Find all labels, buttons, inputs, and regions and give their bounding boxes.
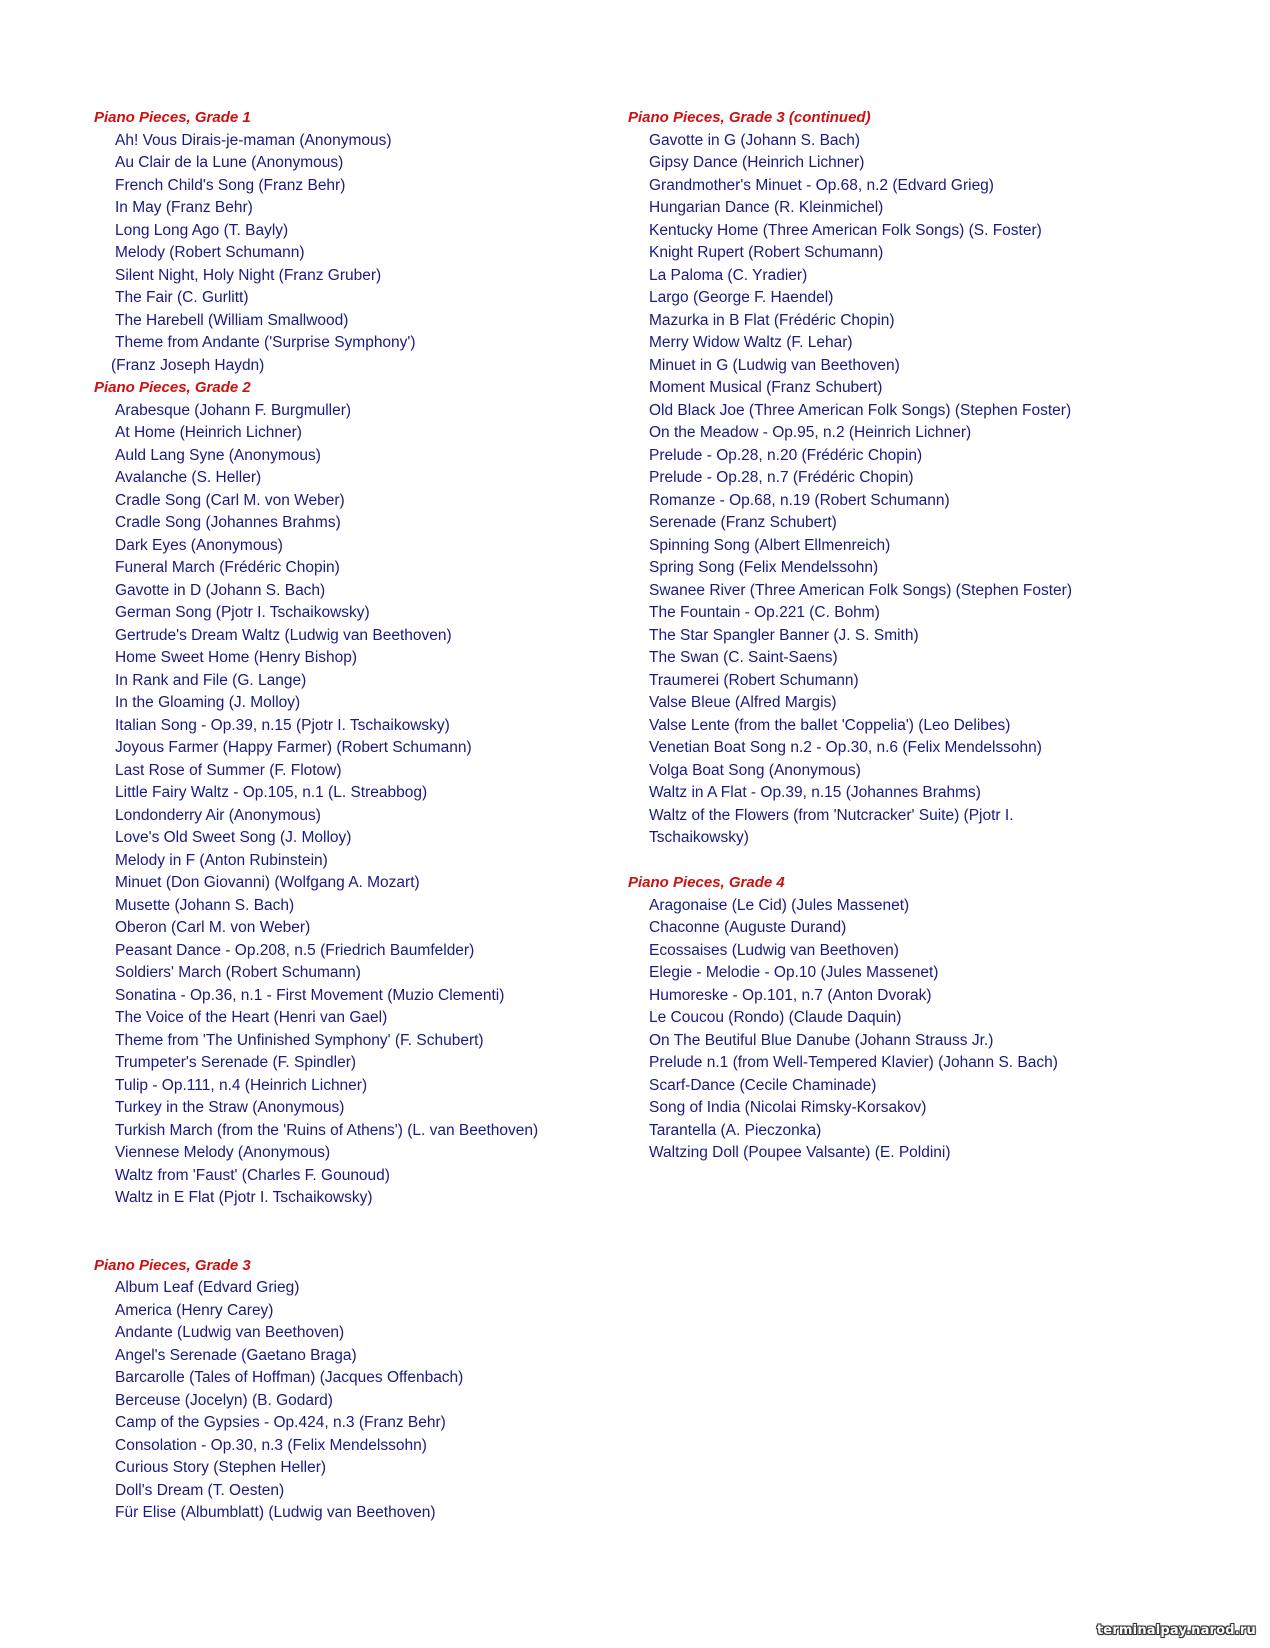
list-item: The Fountain - Op.221 (C. Bohm) — [649, 604, 880, 621]
grade-3-section — [94, 1255, 614, 1525]
list-item: Waltz from 'Faust' (Charles F. Gounoud) — [115, 1166, 390, 1184]
list-item: Turkish March (from the 'Ruins of Athens') (L. van Beethoven) — [115, 1121, 539, 1139]
list-item: Song of India (Nicolai Rimsky-Korsakov) — [649, 1099, 927, 1116]
list-item: Prelude n.1 (from Well-Tempered Klavier) (Johann S. Bach) — [649, 1054, 1058, 1071]
list-item: Musette (Johann S. Bach) — [115, 896, 295, 914]
list-item: German Song (Pjotr I. Tschaikowsky) — [115, 604, 370, 621]
list-item: Waltz in A Flat - Op.39, n.15 (Johannes Brahms) — [649, 784, 981, 801]
list-item: French Child's Song (Franz Behr) — [115, 176, 346, 194]
list-item: Serenade (Franz Schubert) — [649, 514, 837, 531]
list-item: Avalanche (S. Heller) — [115, 469, 262, 486]
list-item: Waltzing Doll (Poupee Valsante) (E. Poldini) — [649, 1144, 951, 1161]
list-item: The Voice of the Heart (Henri van Gael) — [115, 1009, 388, 1026]
list-item: Arabesque (Johann F. Burgmuller) — [115, 401, 352, 419]
list-item: Au Clair de la Lune (Anonymous) — [115, 154, 344, 171]
list-item: Waltz in E Flat (Pjotr I. Tschaikowsky) — [115, 1189, 373, 1206]
list-item: Waltz of the Flowers (from 'Nutcracker' Suite) (Pjotr I. — [649, 806, 1014, 824]
list-item: Funeral March (Frédéric Chopin) — [115, 559, 340, 576]
list-item: Berceuse (Jocelyn) (B. Godard) — [115, 1391, 333, 1409]
list-item: Swanee River (Three American Folk Songs) (Stephen Foster) — [649, 581, 1072, 599]
list-item: Le Coucou (Rondo) (Claude Daquin) — [649, 1009, 902, 1026]
list-item: Aragonaise (Le Cid) (Jules Massenet) — [649, 896, 910, 914]
list-item: The Star Spangler Banner (J. S. Smith) — [649, 626, 919, 644]
list-item: Tulip - Op.111, n.4 (Heinrich Lichner) — [115, 1076, 368, 1094]
list-item: Spinning Song (Albert Ellmenreich) — [649, 536, 891, 554]
list-item: Mazurka in B Flat (Frédéric Chopin) — [649, 311, 895, 329]
section-heading: Piano Pieces, Grade 3 (continued) — [628, 109, 871, 126]
list-item: Angel's Serenade (Gaetano Braga) — [115, 1346, 357, 1364]
list-item: Last Rose of Summer (F. Flotow) — [115, 761, 342, 779]
list-item: Love's Old Sweet Song (J. Molloy) — [115, 829, 352, 846]
list-item: Prelude - Op.28, n.20 (Frédéric Chopin) — [649, 446, 923, 464]
list-item: On The Beutiful Blue Danube (Johann Strauss Jr.) — [649, 1031, 994, 1049]
list-item: Valse Bleue (Alfred Margis) — [649, 694, 837, 711]
list-item: Long Long Ago (T. Bayly) — [115, 221, 289, 239]
section-heading: Piano Pieces, Grade 4 — [628, 874, 785, 891]
list-item: On the Meadow - Op.95, n.2 (Heinrich Lichner) — [649, 424, 972, 441]
list-item: At Home (Heinrich Lichner) — [115, 424, 302, 441]
grade-4-section — [628, 872, 1188, 1165]
list-item: Soldiers' March (Robert Schumann) — [115, 964, 361, 981]
list-item: Minuet in G (Ludwig van Beethoven) — [649, 356, 900, 374]
list-item: Old Black Joe (Three American Folk Songs) (Stephen Foster) — [649, 401, 1072, 419]
list-item: Valse Lente (from the ballet 'Coppelia') (Leo Delibes) — [649, 716, 1011, 734]
list-item: Für Elise (Albumblatt) (Ludwig van Beethoven) — [115, 1504, 436, 1521]
list-item: Gavotte in G (Johann S. Bach) — [649, 131, 861, 149]
section-heading: Piano Pieces, Grade 3 — [94, 1256, 251, 1274]
list-item: America (Henry Carey) — [115, 1301, 274, 1319]
list-item: Londonderry Air (Anonymous) — [115, 806, 321, 824]
list-item: Curious Story (Stephen Heller) — [115, 1459, 327, 1476]
list-item: Largo (George F. Haendel) — [649, 289, 834, 306]
list-item: Gipsy Dance (Heinrich Lichner) — [649, 154, 865, 171]
list-item: Barcarolle (Tales of Hoffman) (Jacques Offenbach) — [115, 1369, 464, 1386]
list-item: Traumerei (Robert Schumann) — [649, 671, 859, 689]
section-spacer — [94, 1210, 614, 1255]
list-item: Humoreske - Op.101, n.7 (Anton Dvorak) — [649, 986, 932, 1004]
list-item: Melody in F (Anton Rubinstein) — [115, 851, 328, 869]
list-item: The Harebell (William Smallwood) — [115, 311, 349, 329]
list-item: Cradle Song (Carl M. von Weber) — [115, 491, 345, 509]
list-item: Chaconne (Auguste Durand) — [649, 919, 847, 936]
grade-3-continued-section — [628, 107, 1188, 850]
section-heading: Piano Pieces, Grade 2 — [94, 379, 251, 396]
list-item: Theme from 'The Unfinished Symphony' (F. Schubert) — [115, 1031, 484, 1049]
list-item: Sonatina - Op.36, n.1 - First Movement (Muzio Clementi) — [115, 986, 505, 1004]
list-item: Camp of the Gypsies - Op.424, n.3 (Franz Behr) — [115, 1414, 446, 1431]
list-item: Melody (Robert Schumann) — [115, 244, 305, 261]
list-item: Andante (Ludwig van Beethoven) — [115, 1324, 345, 1341]
list-item: (Franz Joseph Haydn) — [111, 356, 265, 374]
list-item: Consolation - Op.30, n.3 (Felix Mendelssohn) — [115, 1436, 427, 1454]
list-item: Ah! Vous Dirais-je-maman (Anonymous) — [115, 131, 392, 149]
list-item: Album Leaf (Edvard Grieg) — [115, 1279, 300, 1296]
list-item: Italian Song - Op.39, n.15 (Pjotr I. Tschaikowsky) — [115, 716, 450, 734]
list-item: Auld Lang Syne (Anonymous) — [115, 446, 321, 464]
left-column — [94, 107, 614, 1525]
list-item: Tarantella (A. Pieczonka) — [649, 1121, 822, 1139]
list-item: Elegie - Melodie - Op.10 (Jules Massenet) — [649, 964, 939, 981]
list-item: Silent Night, Holy Night (Franz Gruber) — [115, 266, 382, 284]
list-item: La Paloma (C. Yradier) — [649, 266, 808, 284]
list-item: Cradle Song (Johannes Brahms) — [115, 514, 341, 531]
list-item: Home Sweet Home (Henry Bishop) — [115, 649, 358, 666]
list-item: Ecossaises (Ludwig van Beethoven) — [649, 941, 899, 959]
right-column — [628, 107, 1188, 1165]
list-item: Venetian Boat Song n.2 - Op.30, n.6 (Felix Mendelssohn) — [649, 739, 1042, 756]
list-item: Gavotte in D (Johann S. Bach) — [115, 581, 326, 599]
list-item: Romanze - Op.68, n.19 (Robert Schumann) — [649, 491, 950, 509]
grade-1-section — [94, 107, 614, 377]
list-item: Tschaikowsky) — [649, 829, 749, 846]
list-item: Hungarian Dance (R. Kleinmichel) — [649, 199, 884, 216]
list-item: In the Gloaming (J. Molloy) — [115, 694, 301, 711]
list-item: The Fair (C. Gurlitt) — [115, 289, 249, 306]
grade-2-section — [94, 377, 614, 1210]
list-item: Gertrude's Dream Waltz (Ludwig van Beethoven) — [115, 626, 452, 644]
watermark: terminalpay.narod.ru — [1096, 1623, 1256, 1638]
list-item: In May (Franz Behr) — [115, 199, 253, 216]
section-heading: Piano Pieces, Grade 1 — [94, 109, 251, 126]
list-item: Spring Song (Felix Mendelssohn) — [649, 559, 879, 576]
list-item: Volga Boat Song (Anonymous) — [649, 761, 861, 779]
list-item: Theme from Andante ('Surprise Symphony') — [115, 334, 416, 351]
list-item: Trumpeter's Serenade (F. Spindler) — [115, 1054, 357, 1071]
list-item: In Rank and File (G. Lange) — [115, 671, 307, 689]
list-item: Turkey in the Straw (Anonymous) — [115, 1099, 345, 1116]
list-item: Prelude - Op.28, n.7 (Frédéric Chopin) — [649, 469, 914, 486]
list-item: Minuet (Don Giovanni) (Wolfgang A. Mozart) — [115, 874, 420, 891]
list-item: Scarf-Dance (Cecile Chaminade) — [649, 1076, 877, 1094]
list-item: Joyous Farmer (Happy Farmer) (Robert Schumann) — [115, 739, 472, 756]
section-spacer — [628, 850, 1188, 873]
list-item: Viennese Melody (Anonymous) — [115, 1144, 331, 1161]
list-item: Oberon (Carl M. von Weber) — [115, 919, 311, 936]
list-item: Dark Eyes (Anonymous) — [115, 536, 283, 554]
list-item: Merry Widow Waltz (F. Lehar) — [649, 334, 853, 351]
list-item: Doll's Dream (T. Oesten) — [115, 1481, 285, 1499]
list-item: Peasant Dance - Op.208, n.5 (Friedrich Baumfelder) — [115, 941, 475, 959]
list-item: The Swan (C. Saint-Saens) — [649, 649, 838, 666]
list-item: Grandmother's Minuet - Op.68, n.2 (Edvard Grieg) — [649, 176, 994, 194]
list-item: Knight Rupert (Robert Schumann) — [649, 244, 884, 261]
list-item: Moment Musical (Franz Schubert) — [649, 379, 883, 396]
list-item: Little Fairy Waltz - Op.105, n.1 (L. Streabbog) — [115, 784, 428, 801]
list-item: Kentucky Home (Three American Folk Songs) (S. Foster) — [649, 221, 1042, 239]
